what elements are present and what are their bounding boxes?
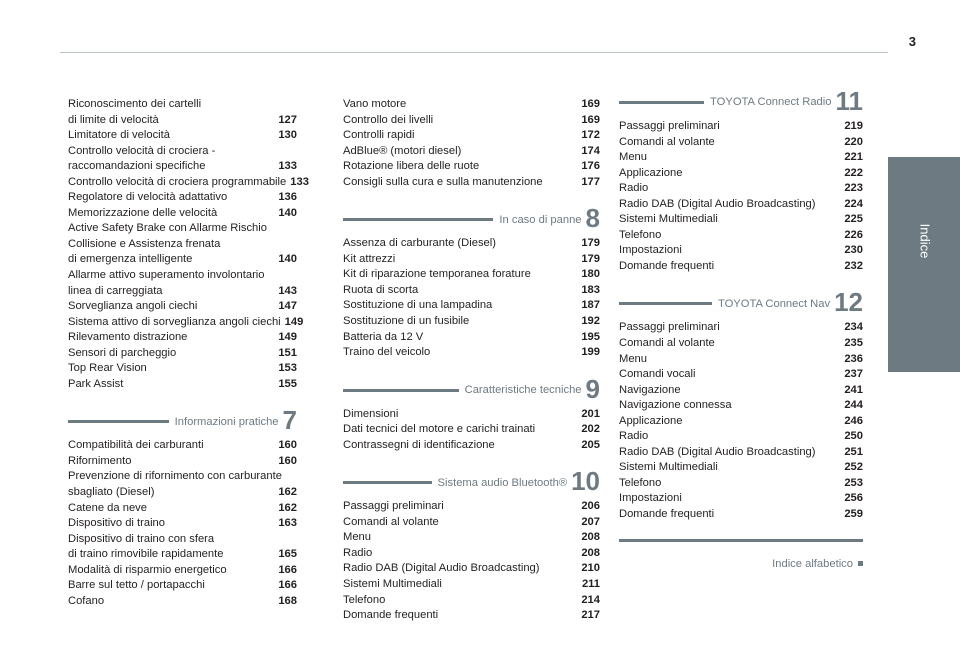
- toc-entry[interactable]: [68, 516, 297, 532]
- toc-entry-text: Radio DAB (Digital Audio Broadcasting): [343, 562, 540, 575]
- toc-entry[interactable]: [68, 485, 297, 501]
- section-heading: [704, 88, 863, 114]
- toc-entry[interactable]: [68, 547, 297, 563]
- toc-entry[interactable]: [343, 546, 600, 562]
- toc-entry-page: 250: [844, 430, 863, 443]
- toc-entry-page: 253: [844, 476, 863, 489]
- toc-entry-page: 208: [581, 546, 600, 559]
- toc-entry-page: 211: [581, 578, 600, 591]
- toc-entry[interactable]: [68, 563, 297, 579]
- toc-entry[interactable]: [68, 532, 297, 548]
- toc-entry[interactable]: [619, 445, 863, 461]
- toc-entry-page: 127: [278, 113, 297, 126]
- toc-entry-text: Prevenzione di rifornimento con carburante: [68, 470, 282, 483]
- toc-entry-page: 205: [581, 438, 600, 451]
- toc-entry-page: 222: [844, 166, 863, 179]
- toc-entry-text: sbagliato (Diesel): [68, 486, 155, 499]
- toc-entry-text: Sistemi Multimediali: [619, 461, 718, 474]
- toc-entry-text: Comandi al volante: [619, 135, 715, 148]
- toc-entry-text: Radio: [343, 546, 373, 559]
- square-bullet-icon: [858, 561, 863, 566]
- toc-entry-text: Sostituzione di una lampadina: [343, 299, 493, 312]
- toc-entry[interactable]: [343, 438, 600, 454]
- toc-entry[interactable]: [68, 315, 304, 331]
- toc-entry[interactable]: [343, 593, 600, 609]
- toc-list: [343, 499, 600, 623]
- toc-entry[interactable]: [343, 97, 600, 113]
- toc-entry-text: Rilevamento distrazione: [68, 331, 188, 344]
- section-heading: [169, 405, 297, 436]
- toc-entry[interactable]: [343, 407, 600, 423]
- toc-entry[interactable]: [343, 283, 600, 299]
- toc-entry-page: 140: [278, 206, 297, 219]
- toc-entry-text: Sostituzione di un fusibile: [343, 315, 470, 328]
- toc-entry[interactable]: [68, 361, 297, 377]
- toc-entry-text: Telefono: [619, 476, 662, 489]
- toc-entry[interactable]: [68, 438, 297, 454]
- toc-entry[interactable]: [68, 377, 297, 393]
- toc-entry[interactable]: [619, 336, 863, 352]
- toc-entry[interactable]: [343, 330, 600, 346]
- section-number: 7: [282, 405, 297, 436]
- toc-entry-page: 217: [581, 609, 600, 622]
- toc-entry[interactable]: [68, 299, 297, 315]
- toc-entry-text: Applicazione: [619, 414, 683, 427]
- toc-entry[interactable]: [343, 128, 600, 144]
- toc-entry[interactable]: [619, 181, 863, 197]
- toc-entry-page: 187: [581, 299, 600, 312]
- toc-entry[interactable]: [68, 252, 297, 268]
- toc-entry[interactable]: [619, 150, 863, 166]
- toc-entry-page: 252: [844, 461, 863, 474]
- toc-entry-text: Telefono: [619, 228, 662, 241]
- section-number: 11: [835, 86, 863, 116]
- toc-entry[interactable]: [343, 267, 600, 283]
- toc-entry-page: 226: [844, 228, 863, 241]
- toc-entry-text: AdBlue® (motori diesel): [343, 144, 462, 157]
- toc-entry-text: Menu: [619, 151, 647, 164]
- toc-entry[interactable]: [343, 530, 600, 546]
- toc-entry-text: Traino del veicolo: [343, 346, 431, 359]
- toc-entry-text: Compatibilità dei carburanti: [68, 439, 204, 452]
- toc-entry-text: Sistemi Multimediali: [343, 578, 442, 591]
- toc-entry-page: 219: [844, 120, 863, 132]
- toc-entry[interactable]: [343, 159, 600, 175]
- toc-entry[interactable]: [619, 212, 863, 228]
- toc-entry-text: Assenza di carburante (Diesel): [343, 237, 496, 250]
- section-heading: [432, 466, 600, 497]
- toc-entry-text: Controllo dei livelli: [343, 113, 434, 126]
- toc-list: [68, 438, 297, 609]
- toc-entry-text: raccomandazioni specifiche: [68, 160, 206, 173]
- toc-entry-page: 221: [844, 151, 863, 164]
- toc-entry-page: 224: [844, 197, 863, 210]
- toc-entry-page: 251: [844, 445, 863, 458]
- toc-entry-page: 149: [284, 315, 304, 328]
- toc-entry-text: Menu: [343, 531, 371, 544]
- toc-entry-page: 259: [844, 508, 863, 521]
- toc-entry[interactable]: [68, 190, 297, 206]
- toc-entry-text: Comandi al volante: [619, 337, 715, 350]
- toc-list: [68, 97, 309, 392]
- toc-entry[interactable]: [343, 499, 600, 515]
- toc-entry[interactable]: [68, 268, 297, 284]
- toc-entry-page: 236: [844, 352, 863, 365]
- toc-entry-text: Passaggi preliminari: [619, 321, 720, 334]
- toc-entry-text: Sistema attivo di sorveglianza angoli ciechi: [68, 315, 281, 328]
- toc-entry-text: Dispositivo di traino: [68, 517, 166, 530]
- toc-entry-text: Navigazione connessa: [619, 399, 732, 412]
- toc-entry-page: 176: [581, 160, 600, 173]
- toc-entry-text: di emergenza intelligente: [68, 253, 193, 266]
- toc-entry-text: Impostazioni: [619, 492, 682, 505]
- toc-entry-page: 147: [278, 300, 297, 313]
- toc-entry-text: Sorveglianza angoli ciechi: [68, 300, 198, 313]
- toc-entry-text: Rifornimento: [68, 454, 132, 467]
- toc-entry-page: 214: [581, 593, 600, 606]
- toc-entry[interactable]: [68, 97, 297, 113]
- toc-entry-page: 160: [278, 454, 297, 467]
- toc-entry-page: 192: [581, 315, 600, 328]
- toc-entry[interactable]: [68, 454, 297, 470]
- toc-entry-text: Batteria da 12 V: [343, 330, 424, 343]
- section-header-8: [343, 202, 600, 236]
- toc-entry-page: 168: [278, 594, 297, 607]
- toc-entry-text: Domande frequenti: [619, 508, 715, 521]
- toc-entry[interactable]: [619, 398, 863, 414]
- toc-entry-text: di limite di velocità: [68, 113, 159, 126]
- section-heading: [459, 373, 600, 404]
- section-header-11: [619, 85, 863, 119]
- toc-entry-text: Comandi al volante: [343, 515, 439, 528]
- toc-entry[interactable]: [68, 346, 297, 362]
- toc-entry-text: Controlli rapidi: [343, 129, 415, 142]
- toc-entry-text: Comandi vocali: [619, 368, 696, 381]
- section-rule: [619, 539, 863, 542]
- toc-entry-page: 220: [844, 135, 863, 148]
- toc-entry[interactable]: [68, 159, 297, 175]
- toc-entry-text: Allarme attivo superamento involontario: [68, 269, 265, 282]
- toc-entry-text: Vano motore: [343, 98, 407, 110]
- toc-entry[interactable]: [68, 144, 297, 160]
- toc-entry[interactable]: [68, 284, 297, 300]
- toc-entry-text: Kit di riparazione temporanea forature: [343, 268, 531, 281]
- top-rule: [60, 52, 888, 53]
- toc-entry-text: Passaggi preliminari: [343, 500, 444, 513]
- toc-entry-page: 230: [844, 244, 863, 257]
- toc-entry-text: Barre sul tetto / portapacchi: [68, 579, 205, 592]
- toc-entry[interactable]: [68, 501, 297, 517]
- toc-entry[interactable]: [343, 422, 600, 438]
- toc-entry-page: 202: [581, 423, 600, 436]
- toc-entry-page: 234: [844, 321, 863, 334]
- toc-entry-page: 195: [581, 330, 600, 343]
- toc-entry[interactable]: [619, 259, 863, 275]
- toc-entry[interactable]: [68, 469, 297, 485]
- toc-entry-text: di traino rimovibile rapidamente: [68, 548, 224, 561]
- toc-entry-text: Ruota di scorta: [343, 283, 419, 296]
- toc-entry-text: Controllo velocità di crociera -: [68, 144, 216, 157]
- toc-entry-page: 165: [278, 548, 297, 561]
- toc-list: [343, 407, 600, 454]
- toc-entry[interactable]: [619, 197, 863, 213]
- section-header-7: [68, 404, 297, 438]
- toc-entry-page: 206: [581, 500, 600, 513]
- toc-entry-page: 246: [844, 414, 863, 427]
- toc-entry-page: 177: [581, 175, 600, 188]
- toc-entry-page: 208: [581, 531, 600, 544]
- section-title: Informazioni pratiche: [174, 415, 279, 428]
- section-heading: [712, 287, 863, 318]
- toc-column-1: [68, 97, 309, 609]
- toc-entry[interactable]: [619, 414, 863, 430]
- toc-entry-page: 201: [581, 407, 600, 420]
- toc-entry[interactable]: [343, 236, 600, 252]
- toc-entry-page: 180: [581, 268, 600, 281]
- section-header-10: [343, 465, 600, 499]
- toc-entry-text: Telefono: [343, 593, 386, 606]
- toc-entry-page: 133: [278, 160, 297, 173]
- toc-entry[interactable]: [68, 206, 297, 222]
- toc-entry-text: Radio DAB (Digital Audio Broadcasting): [619, 445, 816, 458]
- toc-entry-text: Catene da neve: [68, 501, 147, 514]
- toc-entry[interactable]: [619, 367, 863, 383]
- toc-entry-page: 169: [581, 113, 600, 126]
- toc-entry[interactable]: [619, 166, 863, 182]
- toc-entry-page: 166: [278, 579, 297, 592]
- toc-entry-page: 256: [844, 492, 863, 505]
- toc-entry-text: Domande frequenti: [619, 259, 715, 272]
- toc-entry-page: 143: [278, 284, 297, 297]
- toc-list: [343, 97, 600, 190]
- toc-entry-text: Riconoscimento dei cartelli: [68, 98, 202, 110]
- toc-entry-page: 179: [581, 252, 600, 265]
- toc-entry-page: 232: [844, 259, 863, 272]
- toc-entry-text: Memorizzazione delle velocità: [68, 206, 218, 219]
- toc-entry[interactable]: [68, 175, 309, 191]
- toc-entry-text: Modalità di risparmio energetico: [68, 563, 227, 576]
- toc-entry[interactable]: [68, 330, 297, 346]
- toc-entry[interactable]: [619, 460, 863, 476]
- toc-entry-page: 169: [581, 98, 600, 110]
- toc-entry-page: 162: [278, 501, 297, 514]
- toc-entry-text: Limitatore di velocità: [68, 129, 170, 142]
- toc-entry[interactable]: [619, 352, 863, 368]
- toc-entry[interactable]: [619, 383, 863, 399]
- toc-entry-page: 199: [581, 346, 600, 359]
- section-title: Sistema audio Bluetooth®: [437, 476, 568, 489]
- toc-entry-text: Active Safety Brake con Allarme Rischio: [68, 222, 267, 235]
- toc-entry-page: 241: [844, 383, 863, 396]
- toc-entry-text: Collisione e Assistenza frenata: [68, 237, 221, 250]
- toc-column-3: [619, 86, 863, 570]
- toc-entry-page: 151: [278, 346, 297, 359]
- toc-entry-text: Sistemi Multimediali: [619, 213, 718, 226]
- toc-entry-text: Regolatore di velocità adattativo: [68, 191, 228, 204]
- toc-entry-page: 244: [844, 399, 863, 412]
- toc-entry-page: 225: [844, 213, 863, 226]
- alphabetical-index-header: [619, 533, 863, 570]
- toc-entry-page: 153: [278, 362, 297, 375]
- toc-entry[interactable]: [343, 577, 600, 593]
- toc-entry[interactable]: [619, 320, 863, 336]
- side-tab-label: Indice: [917, 223, 933, 259]
- toc-entry-text: Dati tecnici del motore e carichi trainati: [343, 423, 536, 436]
- toc-entry[interactable]: [343, 298, 600, 314]
- toc-entry-text: Rotazione libera delle ruote: [343, 160, 480, 173]
- alphabetical-index-title: Indice alfabetico: [772, 557, 853, 570]
- section-title: In caso di panne: [499, 213, 582, 226]
- section-title: TOYOTA Connect Nav: [717, 297, 831, 310]
- toc-entry-text: Sensori di parcheggio: [68, 346, 177, 359]
- toc-entry-text: Navigazione: [619, 383, 681, 396]
- toc-entry-text: Dispositivo di traino con sfera: [68, 532, 215, 545]
- toc-entry-text: Consigli sulla cura e sulla manutenzione: [343, 175, 543, 188]
- toc-entry[interactable]: [68, 594, 297, 610]
- toc-entry-text: Top Rear Vision: [68, 362, 147, 375]
- toc-entry-text: Controllo velocità di crociera programmabile: [68, 175, 287, 188]
- toc-entry-text: Applicazione: [619, 166, 683, 179]
- toc-list: [619, 320, 863, 522]
- toc-entry-text: Passaggi preliminari: [619, 120, 720, 132]
- toc-entry[interactable]: [343, 113, 600, 129]
- toc-list: [619, 119, 863, 274]
- toc-entry[interactable]: [619, 243, 863, 259]
- toc-list: [343, 236, 600, 360]
- toc-entry-text: Domande frequenti: [343, 609, 439, 622]
- alphabetical-index-link[interactable]: [772, 557, 863, 573]
- toc-entry-page: 160: [278, 439, 297, 452]
- toc-entry[interactable]: [68, 237, 297, 253]
- toc-entry-text: Dimensioni: [343, 407, 399, 420]
- section-header-12: [619, 286, 863, 320]
- page-number: 3: [908, 34, 916, 49]
- side-tab-label-wrap: [888, 157, 960, 372]
- toc-entry-page: 130: [278, 129, 297, 142]
- toc-entry[interactable]: [68, 113, 297, 129]
- section-number: 8: [585, 203, 600, 234]
- toc-entry-page: 172: [581, 129, 600, 142]
- toc-entry[interactable]: [619, 429, 863, 445]
- toc-column-2: [343, 97, 600, 624]
- toc-entry-page: 235: [844, 337, 863, 350]
- section-heading: [493, 203, 600, 234]
- toc-entry[interactable]: [619, 491, 863, 507]
- toc-entry-page: 149: [278, 331, 297, 344]
- toc-entry[interactable]: [619, 119, 863, 135]
- toc-entry-page: 155: [278, 377, 297, 390]
- toc-entry-text: Radio: [619, 430, 649, 443]
- toc-entry-text: Radio: [619, 182, 649, 195]
- toc-entry-text: Cofano: [68, 594, 105, 607]
- toc-entry-page: 136: [278, 191, 297, 204]
- toc-entry[interactable]: [343, 515, 600, 531]
- toc-entry[interactable]: [343, 561, 600, 577]
- section-title: TOYOTA Connect Radio: [710, 96, 832, 109]
- toc-entry-text: Menu: [619, 352, 647, 365]
- toc-entry-page: 207: [581, 515, 600, 528]
- section-number: 9: [585, 373, 600, 404]
- toc-entry[interactable]: [343, 608, 600, 624]
- toc-entry[interactable]: [619, 228, 863, 244]
- toc-entry-text: linea di carreggiata: [68, 284, 163, 297]
- section-number: 10: [571, 466, 600, 497]
- toc-entry-page: 223: [844, 182, 863, 195]
- toc-entry-page: 179: [581, 237, 600, 250]
- section-title: Caratteristiche tecniche: [464, 384, 582, 397]
- toc-entry[interactable]: [68, 128, 297, 144]
- toc-entry[interactable]: [343, 252, 600, 268]
- toc-entry-text: Radio DAB (Digital Audio Broadcasting): [619, 197, 816, 210]
- toc-entry-page: 210: [581, 562, 600, 575]
- toc-entry[interactable]: [343, 144, 600, 160]
- toc-entry-page: 183: [581, 283, 600, 296]
- toc-entry-text: Contrassegni di identificazione: [343, 438, 495, 451]
- toc-entry[interactable]: [343, 175, 600, 191]
- toc-entry-page: 163: [278, 517, 297, 530]
- toc-entry[interactable]: [343, 345, 600, 361]
- toc-entry[interactable]: [343, 314, 600, 330]
- section-number: 12: [834, 287, 863, 318]
- toc-entry[interactable]: [619, 507, 863, 523]
- toc-entry-page: 237: [844, 368, 863, 381]
- toc-entry-page: 133: [290, 175, 309, 188]
- toc-entry-text: Impostazioni: [619, 244, 682, 257]
- toc-entry-page: 174: [581, 144, 600, 157]
- toc-entry[interactable]: [619, 135, 863, 151]
- toc-entry-text: Park Assist: [68, 377, 124, 390]
- section-header-9: [343, 373, 600, 407]
- toc-entry[interactable]: [68, 221, 297, 237]
- toc-entry-text: Kit attrezzi: [343, 252, 396, 265]
- toc-entry[interactable]: [619, 476, 863, 492]
- toc-entry-page: 166: [278, 563, 297, 576]
- toc-entry-page: 140: [278, 253, 297, 266]
- toc-entry-page: 162: [278, 486, 297, 499]
- toc-entry[interactable]: [68, 578, 297, 594]
